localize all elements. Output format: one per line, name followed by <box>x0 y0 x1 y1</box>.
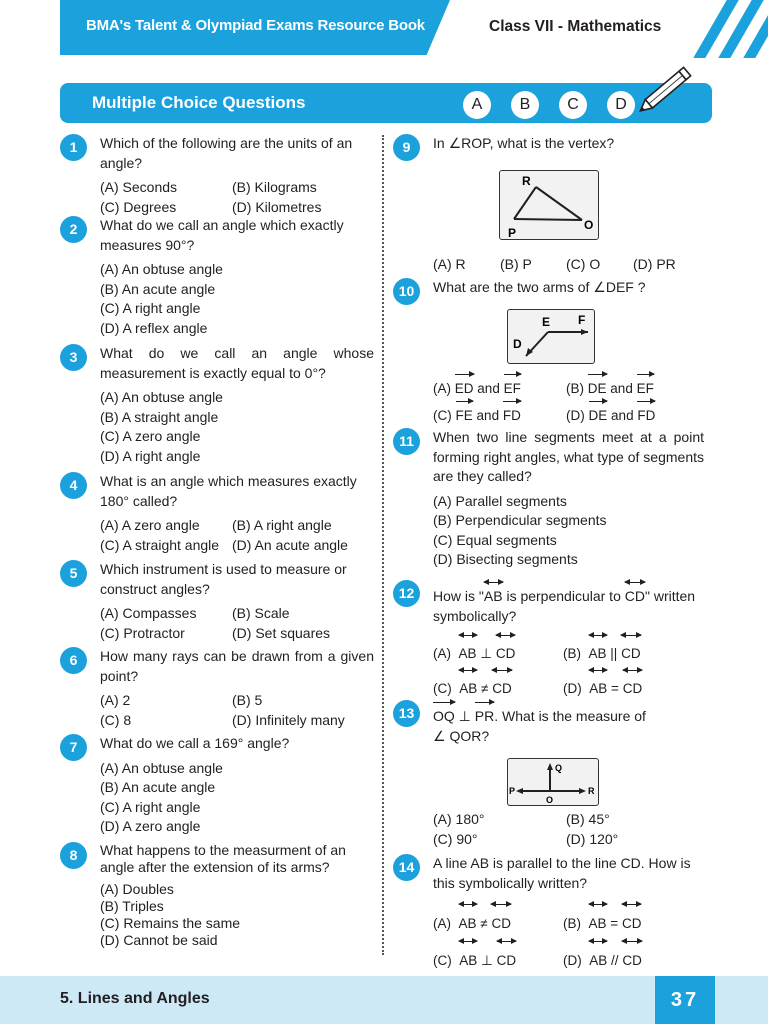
angle-qor-diagram <box>508 759 600 807</box>
option-a: (A) R <box>433 256 466 272</box>
question-number: 4 <box>60 472 87 499</box>
label-f: F <box>578 313 586 327</box>
section-title: Multiple Choice Questions <box>92 93 306 112</box>
question-text: Which instrument is used to measure or construct angles? <box>100 561 347 597</box>
option-d: (D) PR <box>633 256 676 272</box>
question-12-options <box>433 633 703 703</box>
book-title: BMA's Talent & Olympiad Exams Resource Book <box>86 17 425 34</box>
option-circle-a: A <box>463 91 491 119</box>
option-d: (D) AB // CD <box>563 939 642 976</box>
question-number: 14 <box>393 854 420 881</box>
question-14 <box>393 854 711 893</box>
option-c: (C) A zero angle <box>100 428 201 444</box>
question-text-line2: ∠ QOR? <box>433 727 490 744</box>
option-b: (B) P <box>500 256 532 272</box>
figure-qor <box>507 758 599 806</box>
question-number: 7 <box>60 734 87 761</box>
option-d: (D) A zero angle <box>100 818 201 834</box>
option-d: (D) Cannot be said <box>100 932 218 948</box>
question-number: 6 <box>60 647 87 674</box>
angle-rop-diagram <box>500 171 600 241</box>
option-d: (D) Bisecting segments <box>433 551 578 567</box>
option-circle-b: B <box>511 91 539 119</box>
figure-def <box>507 309 595 364</box>
question-number: 5 <box>60 560 87 587</box>
pencil-icon <box>630 60 702 120</box>
option-b: (B) An acute angle <box>100 280 216 297</box>
question-number: 9 <box>393 134 420 161</box>
option-b: (B) 45° <box>566 811 610 827</box>
question-12 <box>393 580 711 626</box>
option-c: (C) 8 <box>100 711 132 728</box>
label-p: P <box>509 786 516 796</box>
option-c: (C) AB ≠ CD <box>433 668 563 703</box>
left-column <box>60 134 374 949</box>
chapter-title: 5. Lines and Angles <box>60 990 210 1007</box>
option-c: (C) A right angle <box>100 300 201 316</box>
question-2 <box>60 216 374 344</box>
option-b: (B) Perpendicular segments <box>433 512 607 528</box>
option-c: (C) Degrees <box>100 198 177 215</box>
question-number: 13 <box>393 700 420 727</box>
question-text: Which of the following are the units of an angle? <box>100 135 353 171</box>
option-a: (A) Parallel segments <box>433 492 567 509</box>
question-text: When two line segments meet at a point forming right angles, what type of segments are they called? <box>433 429 704 484</box>
label-o: O <box>584 218 594 232</box>
label-p: P <box>508 226 517 240</box>
option-c: (C) Equal segments <box>433 531 557 548</box>
option-b: (B) 5 <box>232 692 263 708</box>
question-9-options <box>433 255 703 275</box>
label-o: O <box>546 795 554 805</box>
option-b: (B) A right angle <box>232 517 332 533</box>
option-a: (A) An obtuse angle <box>100 261 223 277</box>
question-3 <box>60 344 374 472</box>
option-a: (A) 2 <box>100 692 131 708</box>
option-b: (B) DE and EF <box>566 372 654 399</box>
angle-def-diagram <box>508 310 596 365</box>
option-b: (B) An acute angle <box>100 779 216 795</box>
option-b: (B) AB = CD <box>563 902 641 939</box>
question-number: 3 <box>60 344 87 371</box>
question-11 <box>393 428 704 570</box>
question-text: What do we call an angle whose measurement is exactly equal to 0°? <box>100 345 374 381</box>
option-c: (C) 90° <box>433 830 478 847</box>
question-text: OQ ⊥ PR. What is the measure of <box>433 700 711 727</box>
option-c: (C) Protractor <box>100 624 185 641</box>
option-d: (D) 120° <box>566 830 619 847</box>
option-b: (B) Scale <box>232 605 290 621</box>
question-text: What do we call an angle which exactly measures 90°? <box>100 217 344 253</box>
question-number: 1 <box>60 134 87 161</box>
option-b: (B) Triples <box>100 898 164 914</box>
class-title: Class VII - Mathematics <box>489 18 662 35</box>
figure-rop <box>499 170 599 240</box>
question-6 <box>60 647 374 734</box>
question-5 <box>60 560 374 647</box>
option-b: (B) Kilograms <box>232 179 317 195</box>
option-a: (A) A zero angle <box>100 517 200 533</box>
label-r: R <box>588 786 595 796</box>
question-number: 11 <box>393 428 420 455</box>
option-c: (C) A right angle <box>100 798 201 815</box>
question-text: In ∠ROP, what is the vertex? <box>433 135 615 151</box>
question-number: 8 <box>60 842 87 869</box>
option-c: (C) FE and FD <box>433 399 566 426</box>
option-d: (D) Kilometres <box>232 198 322 215</box>
option-c: (C) Remains the same <box>100 915 241 931</box>
option-circle-c: C <box>559 91 587 119</box>
question-14-options <box>433 902 703 976</box>
question-10-options <box>433 372 703 426</box>
option-a: (A) Doubles <box>100 881 174 897</box>
column-divider <box>382 135 384 955</box>
option-c: (C) O <box>566 256 601 272</box>
option-a: (A) An obtuse angle <box>100 759 223 776</box>
question-7 <box>60 734 374 842</box>
option-d: (D) DE and FD <box>566 399 655 426</box>
question-number: 2 <box>60 216 87 243</box>
question-text: What is an angle which measures exactly 180° called? <box>100 473 357 509</box>
label-d: D <box>513 337 522 351</box>
question-text: A line AB is parallel to the line CD. How is this symbolically written? <box>433 855 691 891</box>
question-text: How is "AB is perpendicular to CD " written symbolically? <box>433 580 711 626</box>
option-a: (A) AB ⊥ CD <box>433 633 563 668</box>
option-a: (A) AB ≠ CD <box>433 902 563 939</box>
option-a: (A) An obtuse angle <box>100 389 223 405</box>
label-e: E <box>542 315 551 329</box>
option-circle-d: D <box>607 91 635 119</box>
question-number: 10 <box>393 278 420 305</box>
label-q: Q <box>555 763 563 773</box>
question-text: What do we call a 169° angle? <box>100 735 290 751</box>
option-a: (A) Seconds <box>100 179 178 195</box>
question-4 <box>60 472 374 560</box>
option-a: (A) Compasses <box>100 605 197 621</box>
option-d: (D) AB = CD <box>563 668 642 703</box>
option-a: (A) ED and EF <box>433 372 566 399</box>
option-d: (D) A right angle <box>100 447 201 464</box>
option-a: (A) 180° <box>433 811 485 827</box>
question-text: How many rays can be drawn from a given point? <box>100 648 374 684</box>
option-c: (C) AB ⊥ CD <box>433 939 563 976</box>
question-text: What happens to the measurment of an angle after the extension of its arms? <box>100 842 346 875</box>
question-13-options <box>433 810 703 849</box>
option-d: (D) An acute angle <box>232 536 348 553</box>
question-10 <box>393 278 711 298</box>
option-b: (B) AB || CD <box>563 633 641 668</box>
option-b: (B) A straight angle <box>100 408 219 425</box>
option-c: (C) A straight angle <box>100 536 220 553</box>
question-1 <box>60 134 374 216</box>
question-9 <box>393 134 711 154</box>
page-number: 37 <box>655 976 715 1024</box>
question-text: What are the two arms of ∠DEF ? <box>433 279 646 295</box>
option-d: (D) Set squares <box>232 624 331 641</box>
question-13 <box>393 700 711 746</box>
option-d: (D) A reflex angle <box>100 319 208 336</box>
option-d: (D) Infinitely many <box>232 711 345 728</box>
question-8 <box>60 842 374 949</box>
label-r: R <box>522 174 531 188</box>
question-number: 12 <box>393 580 420 607</box>
